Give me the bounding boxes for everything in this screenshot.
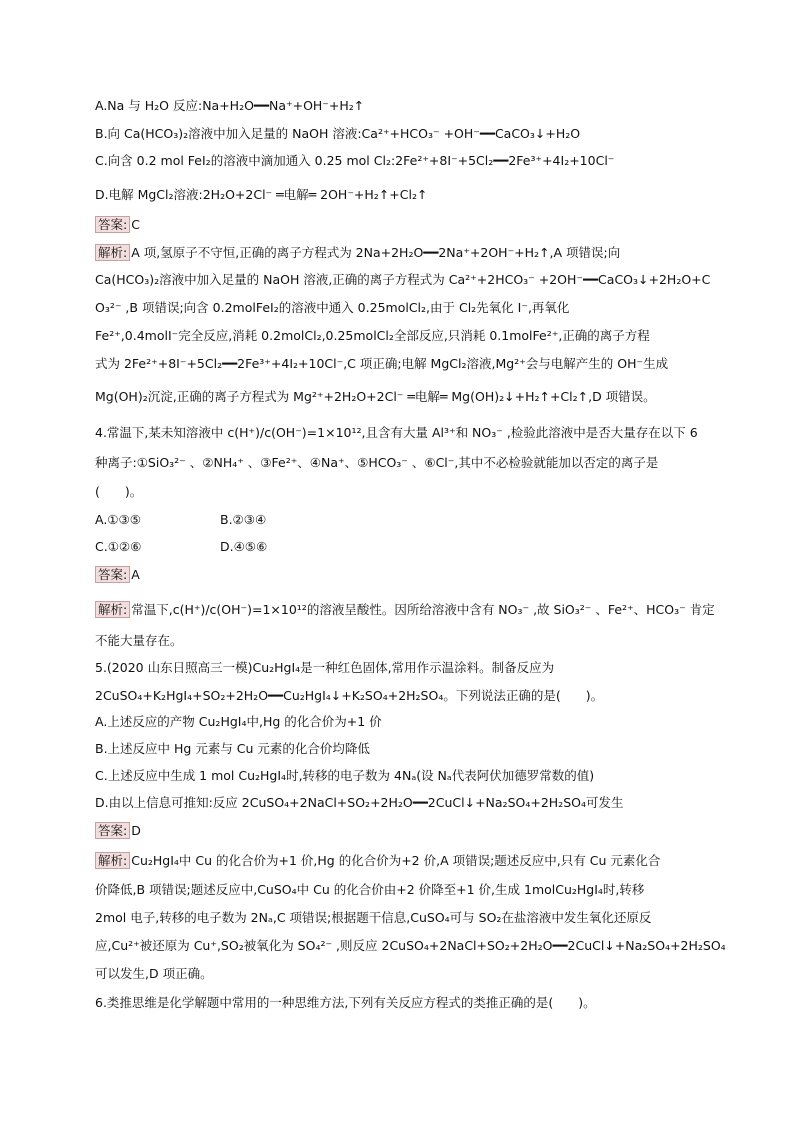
- line-C-option: C.向含 0.2 mol FeI₂的溶液中滴加通入 0.25 mol Cl₂:2Fe²⁺+8I⁻+5Cl₂━━2Fe³⁺+4I₂+10Cl⁻: [95, 153, 615, 168]
- analysis-3-line-1: [95, 852, 660, 869]
- analysis-tag: 解析:: [95, 852, 130, 869]
- q4-option-B: B.②③④: [220, 512, 267, 527]
- analysis-1-line-5: 式为 2Fe²⁺+8I⁻+5Cl₂━━2Fe³⁺+4I₂+10Cl⁻,C 项正确;电解 MgCl₂溶液,Mg²⁺会与电解产生的 OH⁻生成: [95, 356, 669, 371]
- answer-tag: 答案:: [95, 822, 130, 839]
- analysis-tag: 解析:: [95, 601, 130, 618]
- answer-1: [95, 216, 140, 233]
- q4-line-1: 4.常温下,某未知溶液中 c(H⁺)/c(OH⁻)=1×10¹²,且含有大量 Al³⁺和 NO₃⁻ ,检验此溶液中是否大量存在以下 6: [95, 425, 698, 440]
- line-A-option: A.Na 与 H₂O 反应:Na+H₂O━━Na⁺+OH⁻+H₂↑: [95, 98, 365, 113]
- line-D-option: D.电解 MgCl₂溶液:2H₂O+2Cl⁻ ═电解═ 2OH⁻+H₂↑+Cl₂↑: [95, 187, 428, 202]
- analysis-3-line-2: 价降低,B 项错误;题述反应中,CuSO₄中 Cu 的化合价由+2 价降至+1 价,生成 1molCu₂HgI₄时,转移: [95, 882, 645, 897]
- q5-line-2: 2CuSO₄+K₂HgI₄+SO₂+2H₂O━━Cu₂HgI₄↓+K₂SO₄+2H₂SO₄。下列说法正确的是( )。: [95, 688, 604, 703]
- q4-line-2: 种离子:①SiO₃²⁻ 、②NH₄⁺ 、③Fe²⁺、④Na⁺、⑤HCO₃⁻ 、⑥Cl⁻,其中不必检验就能加以否定的离子是: [95, 455, 659, 470]
- answer-value: C: [131, 217, 140, 232]
- analysis-1-line-1: [95, 244, 620, 261]
- q5-line-1: 5.(2020 山东日照高三一模)Cu₂HgI₄是一种红色固体,常用作示温涂料。制备反应为: [95, 660, 555, 675]
- analysis-text: 常温下,c(H⁺)/c(OH⁻)=1×10¹²的溶液呈酸性。因所给溶液中含有 NO₃⁻ ,故 SiO₃²⁻ 、Fe²⁺、HCO₃⁻ 肯定: [131, 602, 715, 617]
- line-B-option: B.向 Ca(HCO₃)₂溶液中加入足量的 NaOH 溶液:Ca²⁺+HCO₃⁻ +OH⁻━━CaCO₃↓+H₂O: [95, 126, 581, 141]
- answer-2: [95, 566, 140, 583]
- q4-option-D: D.④⑤⑥: [220, 539, 268, 554]
- q5-option-B: B.上述反应中 Hg 元素与 Cu 元素的化合价均降低: [95, 741, 370, 756]
- answer-value: A: [131, 567, 140, 582]
- analysis-text: A 项,氢原子不守恒,正确的离子方程式为 2Na+2H₂O━━2Na⁺+2OH⁻+H₂↑,A 项错误;向: [131, 245, 621, 260]
- answer-tag: 答案:: [95, 216, 130, 233]
- answer-tag: 答案:: [95, 566, 130, 583]
- answer-value: D: [131, 823, 141, 838]
- q5-option-A: A.上述反应的产物 Cu₂HgI₄中,Hg 的化合价为+1 价: [95, 714, 382, 729]
- analysis-1-line-6: Mg(OH)₂沉淀,正确的离子方程式为 Mg²⁺+2H₂O+2Cl⁻ ═电解═ Mg(OH)₂↓+H₂↑+Cl₂↑,D 项错误。: [95, 389, 656, 404]
- analysis-1-line-2: Ca(HCO₃)₂溶液中加入足量的 NaOH 溶液,正确的离子方程式为 Ca²⁺+2HCO₃⁻ +2OH⁻━━CaCO₃↓+2H₂O+C: [95, 272, 711, 287]
- analysis-2-line-2: 不能大量存在。: [95, 633, 183, 648]
- q4-option-C: C.①②⑥: [95, 539, 142, 554]
- q5-option-C: C.上述反应中生成 1 mol Cu₂HgI₄时,转移的电子数为 4Nₐ(设 Nₐ代表阿伏加德罗常数的值): [95, 768, 595, 783]
- analysis-2-line-1: [95, 601, 715, 618]
- q5-option-D: D.由以上信息可推知:反应 2CuSO₄+2NaCl+SO₂+2H₂O━━2CuCl↓+Na₂SO₄+2H₂SO₄可发生: [95, 795, 624, 810]
- answer-3: [95, 822, 141, 839]
- q4-option-A: A.①③⑤: [95, 512, 141, 527]
- analysis-3-line-3: 2mol 电子,转移的电子数为 2Nₐ,C 项错误;根据题干信息,CuSO₄可与 SO₂在盐溶液中发生氧化还原反: [95, 910, 652, 925]
- analysis-text: Cu₂HgI₄中 Cu 的化合价为+1 价,Hg 的化合价为+2 价,A 项错误;题述反应中,只有 Cu 元素化合: [131, 853, 661, 868]
- analysis-3-line-4: 应,Cu²⁺被还原为 Cu⁺,SO₂被氧化为 SO₄²⁻ ,则反应 2CuSO₄+2NaCl+SO₂+2H₂O━━2CuCl↓+Na₂SO₄+2H₂SO₄: [95, 938, 726, 953]
- analysis-3-line-5: 可以发生,D 项正确。: [95, 966, 213, 981]
- analysis-1-line-3: O₃²⁻ ,B 项错误;向含 0.2molFeI₂的溶液中通入 0.25molCl₂,由于 Cl₂先氧化 I⁻,再氧化: [95, 300, 570, 315]
- analysis-tag: 解析:: [95, 244, 130, 261]
- q6-line-1: 6.类推思维是化学解题中常用的一种思维方法,下列有关反应方程式的类推正确的是( )。: [95, 995, 596, 1010]
- q4-line-3: ( )。: [95, 484, 143, 499]
- analysis-1-line-4: Fe²⁺,0.4molI⁻完全反应,消耗 0.2molCl₂,0.25molCl₂全部反应,只消耗 0.1molFe²⁺,正确的离子方程: [95, 328, 650, 343]
